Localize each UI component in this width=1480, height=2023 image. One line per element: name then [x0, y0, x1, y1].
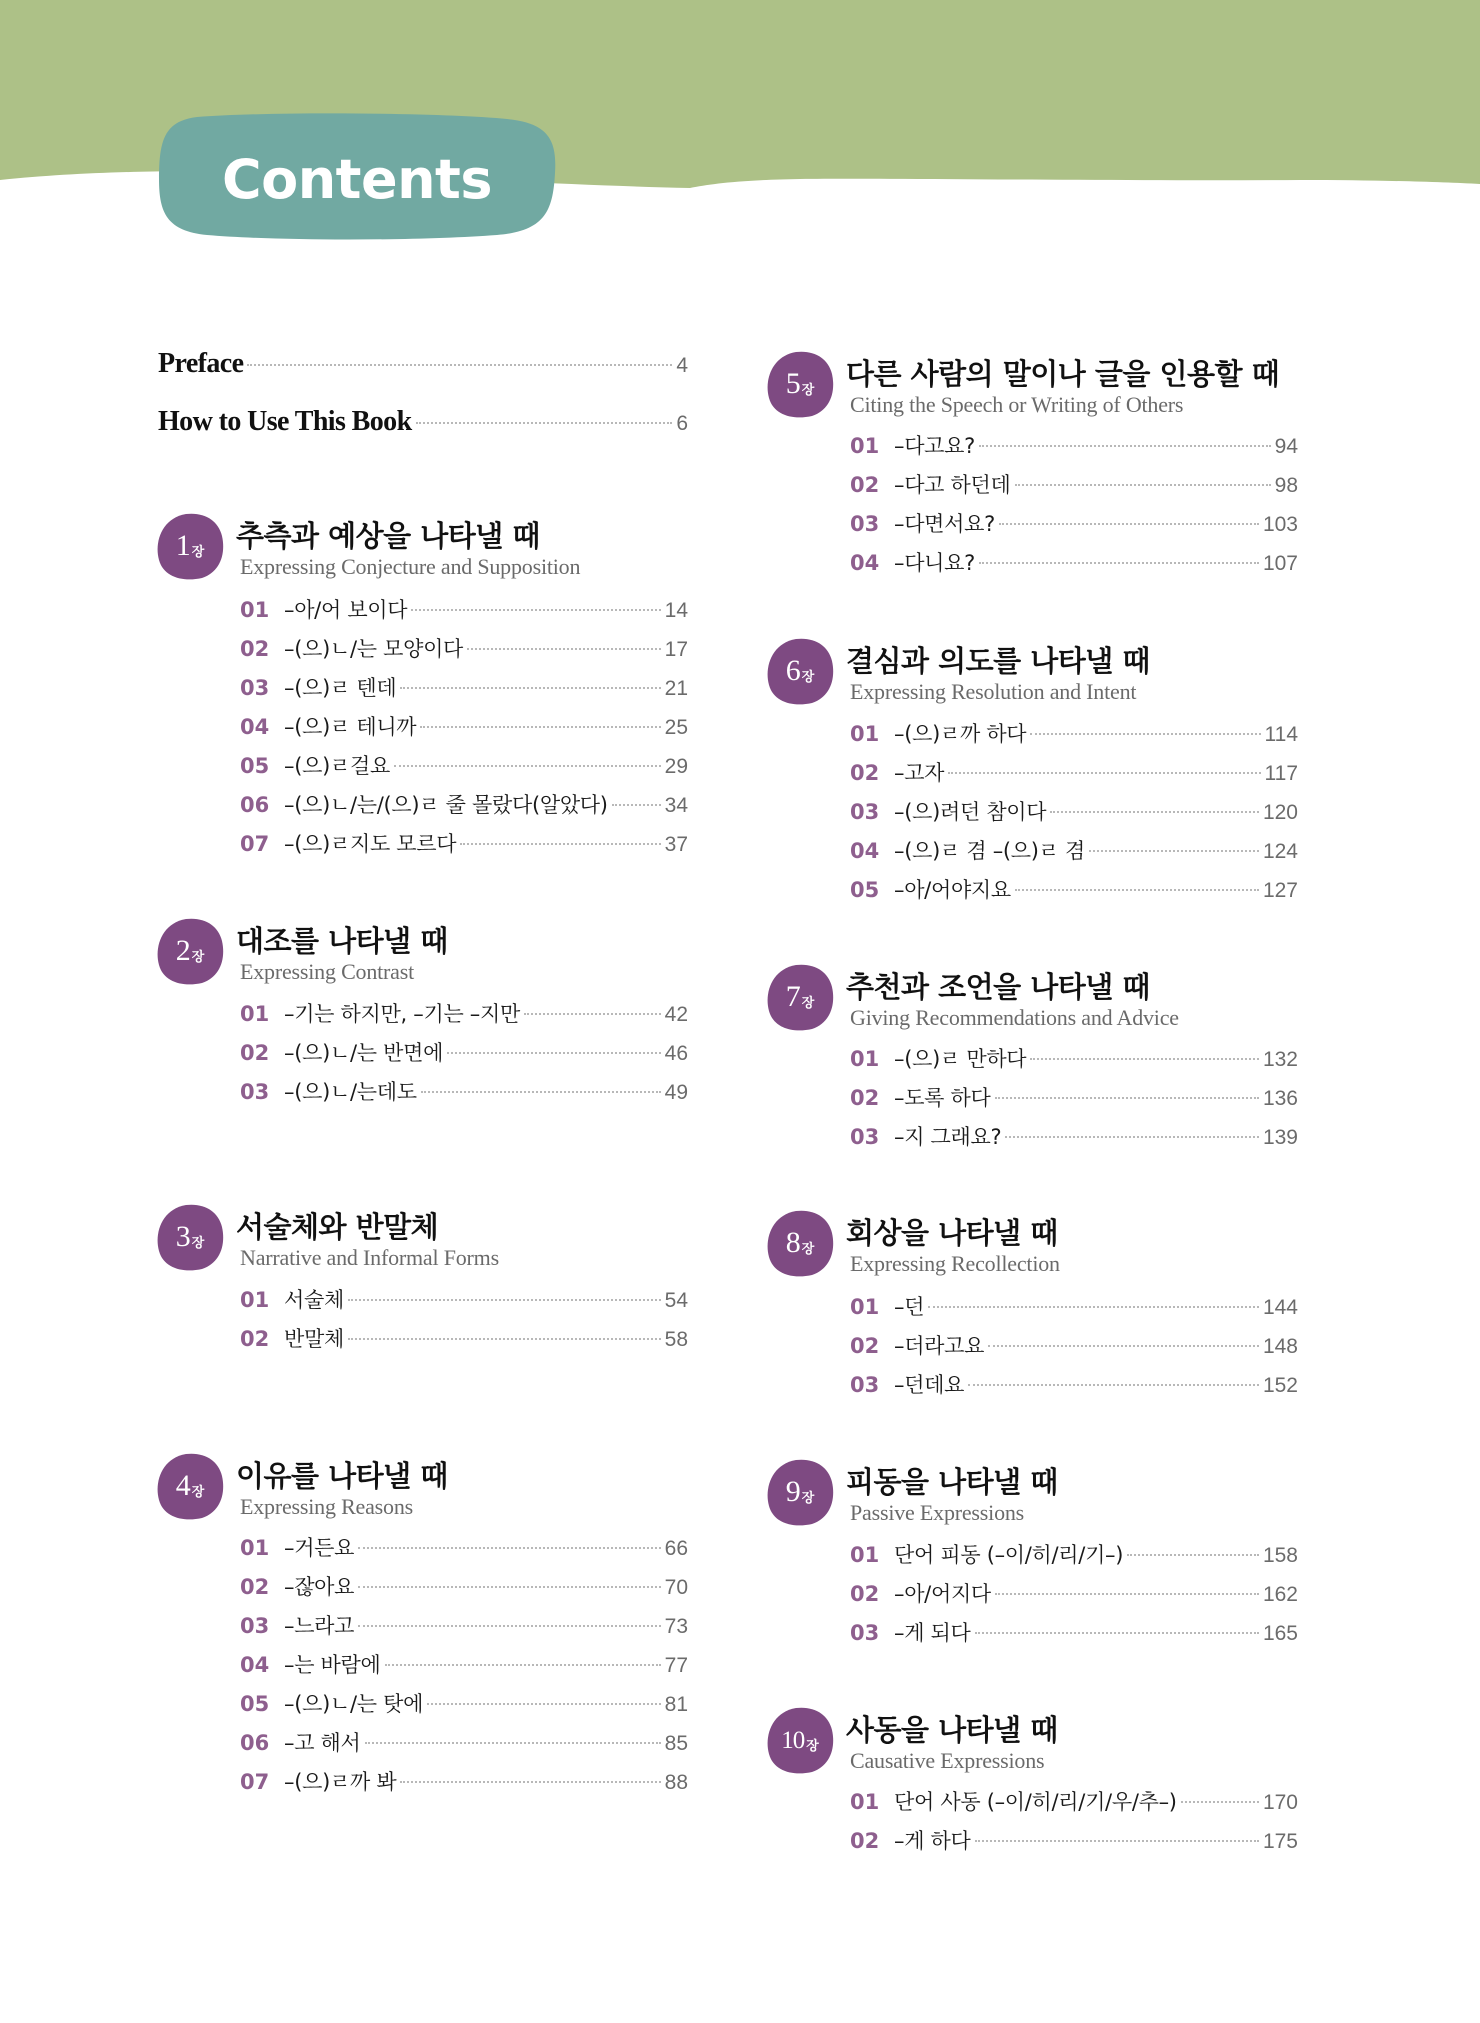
item-title: –더라고요	[894, 1334, 985, 1358]
toc-item[interactable]	[850, 1121, 1298, 1151]
item-number: 07	[240, 832, 270, 856]
dot-leader	[612, 804, 661, 806]
page-number: 98	[1274, 474, 1298, 497]
toc-item[interactable]	[850, 1578, 1298, 1608]
item-number: 01	[240, 1002, 270, 1026]
chapter-suffix: 장	[801, 382, 815, 398]
toc-item[interactable]	[240, 1323, 688, 1353]
item-title: –다니요?	[894, 551, 976, 575]
dot-leader	[1030, 1058, 1259, 1060]
page-number: 162	[1262, 1583, 1298, 1606]
dot-leader	[427, 1703, 661, 1705]
item-number: 03	[850, 512, 880, 536]
item-number: 04	[240, 1653, 270, 1677]
dot-leader	[1030, 733, 1260, 735]
toc-item[interactable]	[850, 1082, 1298, 1112]
chapter-title-en: Expressing Contrast	[240, 959, 415, 984]
chapter-number-digit: 6	[785, 654, 800, 687]
item-title: –(으)ㄹ 겸 –(으)ㄹ 겸	[894, 839, 1086, 863]
page-number: 114	[1264, 723, 1298, 746]
chapter-title-en: Expressing Resolution and Intent	[850, 679, 1137, 704]
dot-leader	[467, 648, 661, 650]
item-number: 02	[850, 473, 880, 497]
chapter-title-en: Citing the Speech or Writing of Others	[850, 392, 1184, 417]
chapter-badge	[766, 637, 834, 705]
item-number: 04	[240, 715, 270, 739]
page-number: 14	[664, 599, 688, 622]
chapter-number	[156, 1452, 224, 1520]
dot-leader	[411, 609, 660, 611]
chapter-suffix: 장	[191, 544, 205, 560]
item-number: 02	[850, 1334, 880, 1358]
toc-item[interactable]	[240, 789, 688, 819]
dot-leader	[348, 1299, 661, 1301]
item-title: –(으)ㄴ/는 반면에	[284, 1041, 444, 1065]
toc-item[interactable]	[240, 828, 688, 858]
toc-item[interactable]	[240, 1037, 688, 1067]
dot-leader	[400, 1781, 660, 1783]
chapter-suffix: 장	[801, 995, 815, 1011]
dot-leader	[348, 1338, 661, 1340]
chapter-suffix: 장	[191, 1484, 205, 1500]
chapter-number-digit: 4	[175, 1469, 190, 1502]
chapter-title-ko[interactable]: 피동을 나타낼 때	[846, 1465, 1058, 1499]
item-title: –도록 하다	[894, 1086, 991, 1110]
page-number: 132	[1262, 1048, 1298, 1071]
chapter-title-ko[interactable]: 이유를 나타낼 때	[236, 1459, 448, 1493]
dot-leader	[1050, 811, 1259, 813]
page-number: 175	[1262, 1830, 1298, 1853]
page-number: 144	[1262, 1296, 1298, 1319]
toc-item[interactable]	[240, 1649, 688, 1679]
item-number: 06	[240, 793, 270, 817]
page-number: 73	[664, 1615, 688, 1638]
dot-leader	[1127, 1554, 1259, 1556]
chapter-badge	[766, 963, 834, 1031]
dot-leader	[416, 422, 673, 424]
toc-item[interactable]	[850, 508, 1298, 538]
item-number: 03	[850, 800, 880, 824]
item-title: –다고 하던데	[894, 473, 1011, 497]
dot-leader	[358, 1586, 660, 1588]
item-number: 01	[850, 1790, 880, 1814]
item-title: –(으)ㄹ까 하다	[894, 722, 1027, 746]
item-number: 02	[850, 761, 880, 785]
page-number: 136	[1262, 1087, 1298, 1110]
toc-item[interactable]	[850, 469, 1298, 499]
item-number: 01	[240, 1536, 270, 1560]
page-number: 54	[664, 1289, 688, 1312]
page-number: 107	[1262, 552, 1298, 575]
item-title: –거든요	[284, 1536, 355, 1560]
toc-item[interactable]	[240, 998, 688, 1028]
item-number: 01	[240, 1288, 270, 1312]
toc-entry-how-to-use[interactable]	[158, 406, 688, 442]
item-number: 02	[850, 1582, 880, 1606]
dot-leader	[995, 1097, 1259, 1099]
item-number: 01	[850, 722, 880, 746]
chapter-number-digit: 3	[175, 1220, 190, 1253]
item-number: 05	[240, 1692, 270, 1716]
toc-item[interactable]	[850, 1291, 1298, 1321]
chapter-title-en: Narrative and Informal Forms	[240, 1245, 499, 1270]
dot-leader	[394, 765, 661, 767]
item-title: –(으)려던 참이다	[894, 800, 1047, 824]
item-title: –다고요?	[894, 434, 976, 458]
page-number: 58	[664, 1328, 688, 1351]
toc-item[interactable]	[850, 1617, 1298, 1647]
chapter-title-ko[interactable]: 추측과 예상을 나타낼 때	[236, 519, 540, 553]
page-number: 170	[1262, 1791, 1298, 1814]
dot-leader	[358, 1625, 660, 1627]
item-number: 06	[240, 1731, 270, 1755]
chapter-number	[156, 512, 224, 580]
item-title: –(으)ㄴ/는/(으)ㄹ 줄 몰랐다(알았다)	[284, 793, 608, 817]
toc-item[interactable]	[850, 796, 1298, 826]
dot-leader	[979, 445, 1271, 447]
toc-item[interactable]	[240, 750, 688, 780]
page-number: 165	[1262, 1622, 1298, 1645]
item-title: 서술체	[284, 1288, 344, 1312]
page-number: 94	[1274, 435, 1298, 458]
toc-item[interactable]	[240, 1532, 688, 1562]
dot-leader	[365, 1742, 661, 1744]
page-number: 37	[664, 833, 688, 856]
chapter-suffix: 장	[191, 949, 205, 965]
item-number: 01	[850, 434, 880, 458]
toc-item[interactable]	[850, 1330, 1298, 1360]
dot-leader	[1089, 850, 1259, 852]
toc-entry-preface[interactable]	[158, 348, 688, 384]
item-title: –던데요	[894, 1373, 965, 1397]
item-number: 07	[240, 1770, 270, 1794]
chapter-title-ko[interactable]: 대조를 나타낼 때	[236, 924, 448, 958]
dot-leader	[385, 1664, 661, 1666]
page-number: 148	[1262, 1335, 1298, 1358]
chapter-suffix: 장	[801, 669, 815, 685]
chapter-badge	[156, 1452, 224, 1520]
dot-leader	[975, 1632, 1259, 1634]
dot-leader	[400, 687, 660, 689]
chapter-title-en: Expressing Recollection	[850, 1251, 1060, 1276]
toc-item[interactable]	[240, 1571, 688, 1601]
item-title: –고 해서	[284, 1731, 361, 1755]
chapter-badge	[766, 1458, 834, 1526]
page-number: 66	[664, 1537, 688, 1560]
chapter-title-en: Causative Expressions	[850, 1748, 1045, 1773]
toc-item[interactable]	[850, 547, 1298, 577]
dot-leader	[1005, 1136, 1259, 1138]
page-number: 103	[1262, 513, 1298, 536]
page-number: 29	[664, 755, 688, 778]
chapter-number	[766, 1209, 834, 1277]
item-title: –게 되다	[894, 1621, 971, 1645]
chapter-number-digit: 1	[175, 529, 190, 562]
dot-leader	[928, 1306, 1259, 1308]
item-number: 02	[850, 1086, 880, 1110]
item-number: 03	[850, 1621, 880, 1645]
chapter-title-ko[interactable]: 다른 사람의 말이나 글을 인용할 때	[846, 357, 1280, 391]
item-title: –(으)ㄹ까 봐	[284, 1770, 397, 1794]
chapter-number-digit: 8	[785, 1226, 800, 1259]
chapter-number-digit: 10	[781, 1726, 805, 1754]
toc-item[interactable]	[240, 711, 688, 741]
page-number: 21	[664, 677, 688, 700]
item-title: –(으)ㄴ/는 탓에	[284, 1692, 424, 1716]
chapter-title-en: Passive Expressions	[850, 1500, 1025, 1525]
item-number: 02	[240, 1041, 270, 1065]
page-number: 85	[664, 1732, 688, 1755]
page-number: 42	[664, 1003, 688, 1026]
item-number: 03	[240, 1614, 270, 1638]
item-title: 단어 사동 (–이/히/리/기/우/추–)	[894, 1790, 1177, 1814]
chapter-suffix: 장	[191, 1235, 205, 1251]
dot-leader	[420, 726, 660, 728]
toc-item[interactable]	[850, 1825, 1298, 1855]
item-title: –고자	[894, 761, 945, 785]
dot-leader	[988, 1345, 1259, 1347]
chapter-suffix: 장	[801, 1241, 815, 1257]
toc-item[interactable]	[850, 835, 1298, 865]
toc-item[interactable]	[850, 1043, 1298, 1073]
dot-leader	[1181, 1801, 1259, 1803]
item-title: –(으)ㄹ 만하다	[894, 1047, 1027, 1071]
item-number: 03	[240, 1080, 270, 1104]
page-number: 4	[676, 354, 688, 377]
item-title: –(으)ㄹ걸요	[284, 754, 390, 778]
toc-item[interactable]	[240, 1727, 688, 1757]
item-title: –아/어 보이다	[284, 598, 408, 622]
page-number: 158	[1262, 1544, 1298, 1567]
item-title: –잖아요	[284, 1575, 355, 1599]
chapter-number	[766, 350, 834, 418]
dot-leader	[995, 1593, 1259, 1595]
page-number: 88	[664, 1771, 688, 1794]
item-title: –아/어지다	[894, 1582, 991, 1606]
item-title: –(으)ㄴ/는 모양이다	[284, 637, 464, 661]
chapter-number-digit: 5	[785, 367, 800, 400]
chapter-badge	[156, 512, 224, 580]
page-number: 49	[664, 1081, 688, 1104]
chapter-title-en: Expressing Reasons	[240, 1494, 413, 1519]
toc-item[interactable]	[240, 1688, 688, 1718]
page-number: 120	[1262, 801, 1298, 824]
page-number: 70	[664, 1576, 688, 1599]
entry-label: How to Use This Book	[158, 406, 412, 437]
page-number: 77	[664, 1654, 688, 1677]
item-number: 03	[850, 1373, 880, 1397]
chapter-number-digit: 7	[785, 980, 800, 1013]
item-title: –던	[894, 1295, 925, 1319]
toc-item[interactable]	[240, 633, 688, 663]
page-number: 127	[1262, 879, 1298, 902]
item-number: 01	[240, 598, 270, 622]
chapter-number	[156, 917, 224, 985]
item-number: 02	[240, 637, 270, 661]
item-number: 04	[850, 551, 880, 575]
chapter-title-ko[interactable]: 추천과 조언을 나타낼 때	[846, 970, 1150, 1004]
toc-item[interactable]	[850, 718, 1298, 748]
chapter-title-ko[interactable]: 서술체와 반말체	[236, 1210, 439, 1244]
item-title: –(으)ㄹ 텐데	[284, 676, 397, 700]
page-number: 34	[664, 794, 688, 817]
item-title: –(으)ㄴ/는데도	[284, 1080, 417, 1104]
dot-leader	[247, 364, 672, 366]
item-number: 02	[240, 1327, 270, 1351]
item-number: 03	[240, 676, 270, 700]
dot-leader	[447, 1052, 661, 1054]
chapter-title-en: Giving Recommendations and Advice	[850, 1005, 1179, 1030]
chapter-number-digit: 9	[785, 1475, 800, 1508]
item-number: 02	[850, 1829, 880, 1853]
contents-title-pill	[157, 113, 557, 241]
item-number: 05	[850, 878, 880, 902]
page-number: 124	[1262, 840, 1298, 863]
toc-item[interactable]	[850, 874, 1298, 904]
dot-leader	[1015, 889, 1259, 891]
page-title: Contents	[221, 147, 492, 211]
toc-item[interactable]	[850, 1786, 1298, 1816]
chapter-title-ko[interactable]: 사동을 나타낼 때	[846, 1713, 1058, 1747]
chapter-suffix: 장	[801, 1490, 815, 1506]
page-number: 46	[664, 1042, 688, 1065]
page-number: 25	[664, 716, 688, 739]
chapter-title-en: Expressing Conjecture and Supposition	[240, 554, 581, 579]
chapter-badge	[766, 350, 834, 418]
chapter-suffix: 장	[806, 1738, 819, 1754]
chapter-badge	[156, 1203, 224, 1271]
chapter-title-ko[interactable]: 결심과 의도를 나타낼 때	[846, 644, 1150, 678]
item-number: 01	[850, 1295, 880, 1319]
toc-item[interactable]	[240, 1076, 688, 1106]
dot-leader	[999, 523, 1259, 525]
dot-leader	[968, 1384, 1259, 1386]
page-number: 81	[664, 1693, 688, 1716]
chapter-title-ko[interactable]: 회상을 나타낼 때	[846, 1216, 1058, 1250]
item-title: –아/어야지요	[894, 878, 1011, 902]
item-title: 단어 피동 (–이/히/리/기–)	[894, 1543, 1124, 1567]
chapter-badge	[766, 1706, 834, 1774]
item-number: 01	[850, 1543, 880, 1567]
item-title: 반말체	[284, 1327, 344, 1351]
toc-item[interactable]	[850, 430, 1298, 460]
dot-leader	[948, 772, 1260, 774]
page-number: 152	[1262, 1374, 1298, 1397]
item-title: –느라고	[284, 1614, 355, 1638]
item-number: 05	[240, 754, 270, 778]
item-number: 03	[850, 1125, 880, 1149]
toc-item[interactable]	[240, 594, 688, 624]
chapter-badge	[156, 917, 224, 985]
item-number: 01	[850, 1047, 880, 1071]
toc-item[interactable]	[850, 1539, 1298, 1569]
toc-item[interactable]	[240, 672, 688, 702]
page-number: 6	[676, 412, 688, 435]
item-number: 02	[240, 1575, 270, 1599]
toc-item[interactable]	[850, 1369, 1298, 1399]
item-title: –(으)ㄹ 테니까	[284, 715, 417, 739]
toc-item[interactable]	[850, 757, 1298, 787]
item-title: –게 하다	[894, 1829, 971, 1853]
toc-item[interactable]	[240, 1284, 688, 1314]
dot-leader	[358, 1547, 660, 1549]
item-title: –기는 하지만, –기는 –지만	[284, 1002, 520, 1026]
dot-leader	[421, 1091, 661, 1093]
chapter-number	[766, 963, 834, 1031]
dot-leader	[524, 1013, 661, 1015]
chapter-number	[766, 1706, 834, 1774]
chapter-number-digit: 2	[175, 934, 190, 967]
toc-item[interactable]	[240, 1766, 688, 1796]
item-number: 04	[850, 839, 880, 863]
item-title: –는 바람에	[284, 1653, 381, 1677]
dot-leader	[1015, 484, 1271, 486]
dot-leader	[975, 1840, 1259, 1842]
page-number: 117	[1264, 762, 1298, 785]
chapter-badge	[766, 1209, 834, 1277]
page-number: 139	[1262, 1126, 1298, 1149]
dot-leader	[460, 843, 660, 845]
item-title: –(으)ㄹ지도 모르다	[284, 832, 457, 856]
entry-label: Preface	[158, 348, 244, 379]
chapter-number	[766, 1458, 834, 1526]
page-number: 17	[664, 638, 688, 661]
chapter-number	[156, 1203, 224, 1271]
chapter-number	[766, 637, 834, 705]
dot-leader	[979, 562, 1259, 564]
toc-item[interactable]	[240, 1610, 688, 1640]
item-title: –지 그래요?	[894, 1125, 1002, 1149]
item-title: –다면서요?	[894, 512, 995, 536]
